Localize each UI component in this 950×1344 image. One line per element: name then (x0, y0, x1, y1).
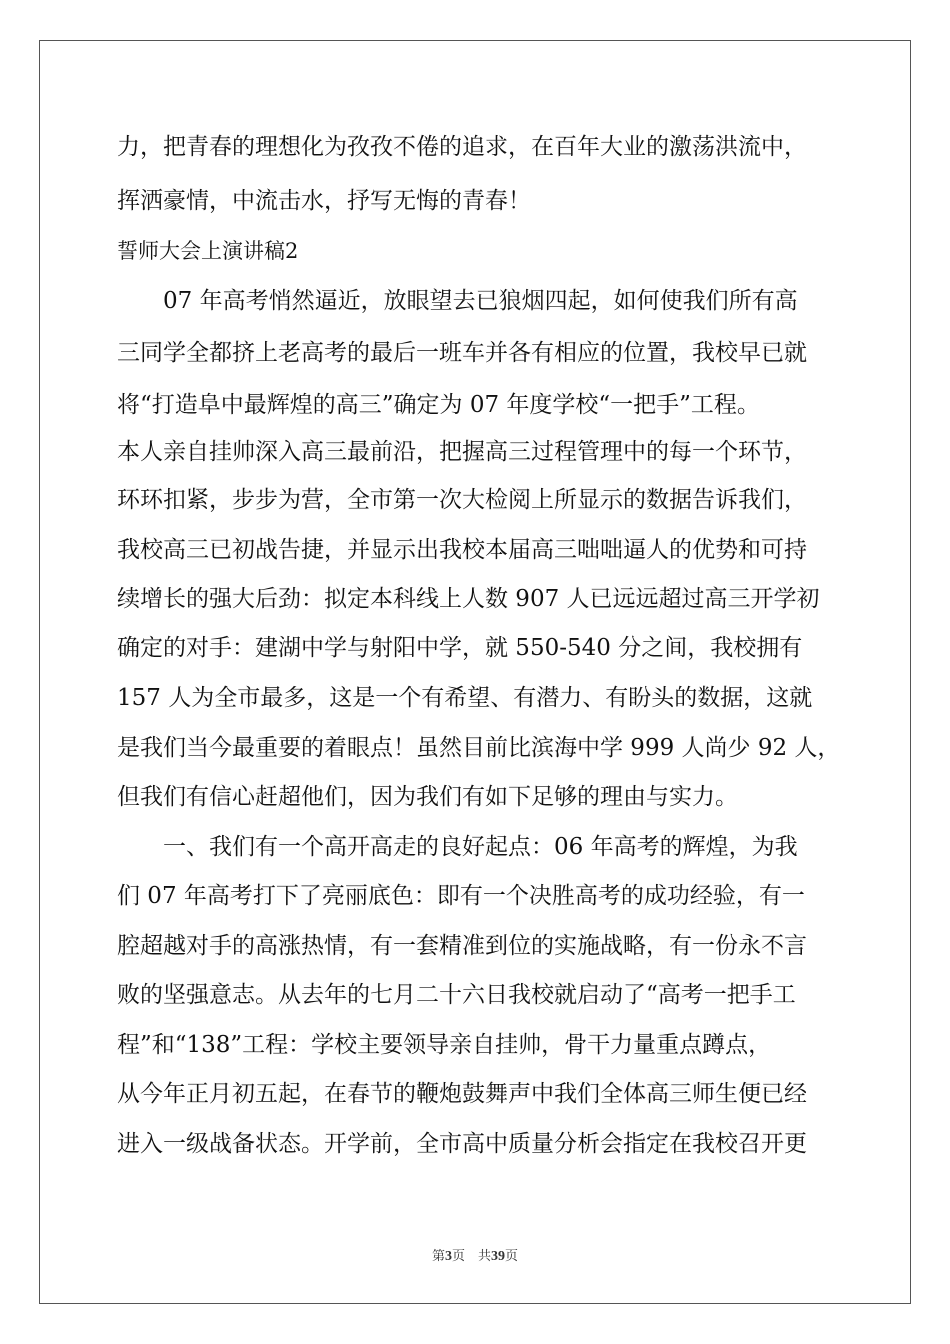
body-line: 三同学全都挤上老高考的最后一班车并各有相应的位置，我校早已就 (117, 340, 807, 366)
body-line: 将“打造阜中最辉煌的高三”确定为 07 年度学校“一把手”工程。 (117, 392, 760, 418)
body-line: 力，把青春的理想化为孜孜不倦的追求，在百年大业的激荡洪流中， (117, 134, 807, 160)
body-line: 是我们当今最重要的着眼点！虽然目前比滨海中学 999 人尚少 92 人， (117, 735, 841, 761)
body-line: 挥洒豪情，中流击水，抒写无悔的青春！ (117, 188, 531, 214)
page-border (39, 40, 911, 1304)
page-middle-text: 页 共 (451, 1249, 491, 1264)
body-line: 续增长的强大后劲：拟定本科线上人数 907 人已远远超过高三开学初 (117, 586, 820, 612)
body-line: 腔超越对手的高涨热情，有一套精准到位的实施战略，有一份永不言 (117, 933, 807, 959)
total-pages-number: 39 (491, 1249, 505, 1264)
body-line: 157 人为全市最多，这是一个有希望、有潜力、有盼头的数据，这就 (117, 685, 813, 711)
body-line: 程”和“138”工程：学校主要领导亲自挂帅，骨干力量重点蹲点， (117, 1032, 772, 1058)
section-heading: 誓师大会上演讲稿2 (117, 239, 299, 263)
page-footer (0, 1245, 950, 1265)
body-line: 我校高三已初战告捷，并显示出我校本届高三咄咄逼人的优势和可持 (117, 537, 807, 563)
body-line: 环环扣紧，步步为营，全市第一次大检阅上所显示的数据告诉我们， (117, 487, 807, 513)
current-page-number: 3 (444, 1249, 452, 1264)
page-suffix: 页 (505, 1249, 519, 1264)
body-line: 确定的对手：建湖中学与射阳中学，就 550-540 分之间，我校拥有 (117, 635, 803, 661)
body-line: 但我们有信心赶超他们，因为我们有如下足够的理由与实力。 (117, 784, 738, 810)
body-line: 本人亲自挂帅深入高三最前沿，把握高三过程管理中的每一个环节， (117, 439, 807, 465)
paragraph-first-line: 07 年高考悄然逼近，放眼望去已狼烟四起，如何使我们所有高 (117, 288, 798, 314)
body-line: 进入一级战备状态。开学前，全市高中质量分析会指定在我校召开更 (117, 1131, 807, 1157)
page-prefix: 第 (431, 1249, 445, 1264)
paragraph-first-line: 一、我们有一个高开高走的良好起点：06 年高考的辉煌，为我 (117, 834, 798, 860)
body-line: 败的坚强意志。从去年的七月二十六日我校就启动了“高考一把手工 (117, 982, 796, 1008)
body-line: 从今年正月初五起，在春节的鞭炮鼓舞声中我们全体高三师生便已经 (117, 1081, 807, 1107)
body-line: 们 07 年高考打下了亮丽底色：即有一个决胜高考的成功经验，有一 (117, 883, 805, 909)
